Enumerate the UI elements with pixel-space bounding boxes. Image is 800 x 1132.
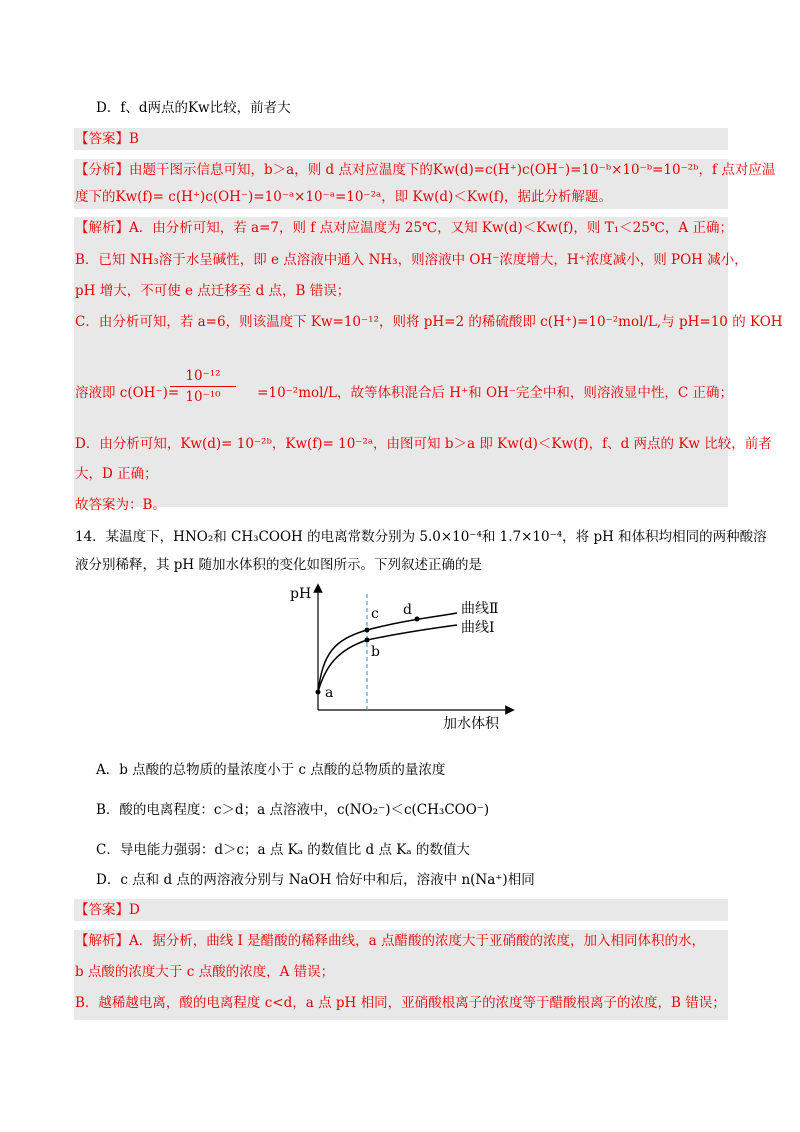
x-axis-label: 加水体积: [443, 716, 499, 732]
q14-option-b: B．酸的电离程度：c＞d；a 点溶液中，c(NO₂⁻)＜c(CH₃COO⁻): [96, 802, 490, 818]
q13-explain-b2: pH 增大，不可使 e 点迁移至 d 点，B 错误；: [75, 283, 351, 299]
q13-explain-b1: B．已知 NH₃溶于水呈碱性，即 e 点溶液中通入 NH₃，则溶液中 OH⁻浓度增大，H⁺浓度减小，则 POH 减小，: [75, 252, 748, 268]
point-d: [415, 617, 420, 622]
q14-option-a: A．b 点酸的总物质的量浓度小于 c 点酸的总物质的量浓度: [96, 762, 446, 778]
q14-explain-a2: b 点酸的浓度大于 c 点酸的浓度，A 错误；: [75, 964, 335, 980]
fraction-numerator: 10⁻¹²: [185, 368, 221, 384]
fraction-denominator: 10⁻¹⁰: [185, 389, 221, 405]
q13-explain-c1: C．由分析可知，若 a=6，则该温度下 Kw=10⁻¹²，则将 pH=2 的稀硫酸即 c(H⁺)=10⁻²mol/L,与 pH=10 的 KOH: [75, 314, 783, 330]
q14-option-d: D．c 点和 d 点的两溶液分别与 NaOH 恰好中和后，溶液中 n(Na⁺)相同: [96, 872, 535, 888]
point-c-label: c: [371, 606, 379, 622]
q14-explain-b1: B．越稀越电离，酸的电离程度 c<d，a 点 pH 相同，亚硝酸根离子的浓度等于醋酸根离子的浓度，B 错误；: [75, 995, 726, 1011]
answer-band: [74, 128, 728, 150]
q13-answer: 【答案】B: [75, 131, 139, 147]
curve-1-label: 曲线Ⅰ: [461, 620, 495, 636]
q13-explain-c2: 溶液即 c(OH⁻)= =10⁻²mol/L，故等体积混合后 H⁺和 OH⁻完全中和，则溶液显中性，C 正确；: [75, 385, 734, 401]
ph-dilution-figure: [285, 582, 545, 742]
q13-explain-d2: 大，D 正确；: [75, 466, 158, 482]
q14-explain-a1: 【解析】A．据分析，曲线 I 是醋酸的稀释曲线，a 点醋酸的浓度大于亚硝酸的浓度，加入相同体积的水，: [75, 933, 706, 949]
point-d-label: d: [403, 602, 412, 618]
q13-explain-d1: D．由分析可知，Kw(d)= 10⁻²ᵇ，Kw(f)= 10⁻²ᵃ，由图可知 b＞a 即 Kw(d)＜Kw(f)，f、d 两点的 Kw 比较，前者: [75, 436, 772, 452]
fraction: [166, 368, 240, 405]
point-b: [365, 638, 370, 643]
point-a: [316, 690, 321, 695]
point-a-label: a: [325, 685, 334, 701]
q13-option-d: D．f、d两点的Kw比较，前者大: [96, 100, 291, 116]
point-b-label: b: [371, 644, 380, 660]
q14-answer-band: [74, 899, 728, 921]
q13-analysis-line1: 【分析】由题干图示信息可知，b＞a，则 d 点对应温度下的Kw(d)=c(H⁺)c(OH⁻)=10⁻ᵇ×10⁻ᵇ=10⁻²ᵇ，f 点对应温: [75, 162, 776, 178]
curve-1: [318, 625, 457, 692]
curve-2-label: 曲线Ⅱ: [461, 601, 499, 617]
q13-conclusion: 故答案为：B。: [75, 497, 166, 513]
y-axis-label: pH: [290, 586, 312, 602]
fraction-bar: [170, 386, 236, 387]
q14-stem-line2: 液分别稀释，其 pH 随加水体积的变化如图所示。下列叙述正确的是: [75, 557, 482, 573]
q13-analysis-line2: 度下的Kw(f)= c(H⁺)c(OH⁻)=10⁻ᵃ×10⁻ᵃ=10⁻²ᵃ，即 Kw(d)＜Kw(f)，据此分析解题。: [75, 189, 612, 205]
curve-2: [318, 613, 457, 692]
point-c: [365, 628, 370, 633]
q13-explain-a: 【解析】A．由分析可知，若 a=7，则 f 点对应温度为 25℃，又知 Kw(d)＜Kw(f)，则 T₁＜25℃，A 正确；: [75, 220, 733, 236]
q14-answer: 【答案】D: [75, 902, 140, 918]
q14-stem-line1: 14．某温度下，HNO₂和 CH₃COOH 的电离常数分别为 5.0×10⁻⁴和 1.7×10⁻⁴，将 pH 和体积均相同的两种酸溶: [75, 529, 767, 545]
q14-option-c: C．导电能力强弱：d＞c；a 点 Kₐ 的数值比 d 点 Kₐ 的数值大: [96, 842, 470, 858]
